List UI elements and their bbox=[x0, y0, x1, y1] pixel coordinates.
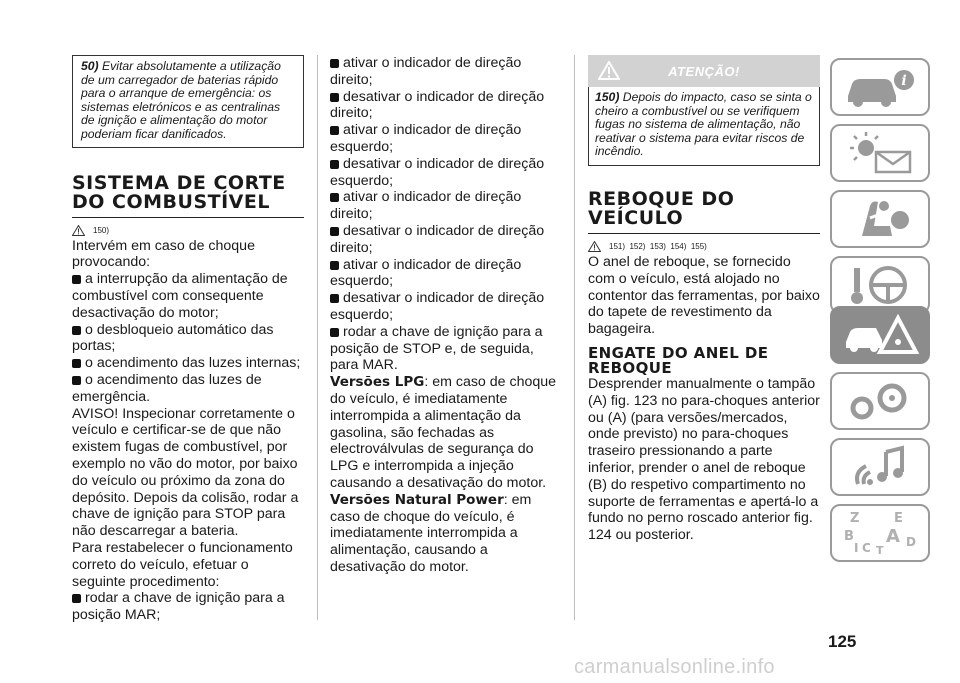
title-line-1: SISTEMA DE CORTE bbox=[72, 171, 286, 194]
multimedia-icon bbox=[840, 444, 920, 490]
warning-lights-icon bbox=[840, 130, 920, 176]
attention-title: ATENÇÃO! bbox=[668, 63, 740, 79]
page-number: 125 bbox=[828, 632, 857, 651]
watermark: carmanualsonline.info bbox=[574, 656, 775, 678]
intro-paragraph: Intervém em caso de choque provocando: bbox=[72, 237, 255, 271]
warning-refs bbox=[588, 241, 820, 252]
list-item: rodar a chave de ignição para a posição de STOP e, de seguida, para MAR. bbox=[330, 323, 543, 374]
attention-number: 150) bbox=[595, 90, 620, 104]
bullet-square-icon bbox=[330, 328, 339, 337]
list-item: a interrupção da alimentação de combustível com consequente desactivação do motor; bbox=[72, 271, 288, 321]
natural-power-paragraph: Versões Natural Power: em caso de choque do veículo, é imediatamente interrompida a alimentação, causando a desativação do motor. bbox=[330, 491, 532, 575]
tab-index[interactable] bbox=[830, 504, 930, 562]
bullet-square-icon bbox=[330, 261, 339, 270]
bullet-square-icon bbox=[72, 594, 81, 603]
note-number: 50) bbox=[81, 59, 99, 73]
attention-body bbox=[588, 87, 820, 166]
tab-car-info[interactable] bbox=[830, 58, 930, 116]
tab-warning-lights[interactable] bbox=[830, 124, 930, 182]
bullet-square-icon bbox=[72, 376, 81, 385]
index-letter: Z bbox=[850, 511, 860, 526]
list-item: rodar a chave de ignição para a posição MAR; bbox=[72, 590, 285, 624]
note-box-50 bbox=[72, 55, 304, 148]
ref-numbers: 150) bbox=[93, 225, 110, 235]
list-item: desativar o indicador de direção esquerdo; bbox=[330, 155, 545, 189]
attention-header bbox=[588, 55, 820, 87]
title-line-1: REBOQUE DO bbox=[588, 187, 735, 210]
list-item: o acendimento das luzes de emergência. bbox=[72, 371, 262, 405]
index-letter: T bbox=[876, 544, 884, 556]
list-item: o acendimento das luzes internas; bbox=[72, 355, 304, 372]
column-3 bbox=[588, 55, 820, 544]
bullet-square-icon bbox=[330, 93, 339, 102]
bullet-square-icon bbox=[330, 294, 339, 303]
breakdown-triangle-icon bbox=[840, 312, 920, 358]
index-letter: D bbox=[906, 535, 916, 549]
bullet-square-icon bbox=[72, 359, 81, 368]
index-letter: C bbox=[862, 541, 871, 555]
column-divider bbox=[317, 55, 318, 620]
warning-refs bbox=[72, 225, 304, 236]
restore-paragraph: Para restabelecer o funcionamento correto do veículo, efetuar o seguinte procedimento: bbox=[72, 539, 293, 590]
note-text: Evitar absolutamente a utilização de um carregador de baterias rápido para o arranque de emergência: os sistemas eletrónicos e as centralinas de ignição e alimentação do motor poderiam ficar danificados. bbox=[81, 59, 281, 141]
bullet-square-icon bbox=[330, 126, 339, 135]
svg-text:i: i bbox=[901, 73, 907, 89]
list-item: ativar o indicador de direção direito; bbox=[330, 189, 522, 223]
airbag-seat-icon bbox=[840, 196, 920, 242]
bullet-square-icon bbox=[330, 227, 339, 236]
list-item: o desbloqueio automático das portas; bbox=[72, 321, 274, 355]
aviso-paragraph: AVISO! Inspecionar corretamente o veículo e certificar-se de que não existem fugas de combustível, por exemplo no vão do motor, por baixo do veículo ou próximo da zona do depósito. Depois da colisão, rodar a chave de ignição para STOP para não descarregar a bateria. bbox=[72, 405, 299, 540]
list-item: desativar o indicador de direção esquerdo; bbox=[330, 290, 545, 323]
attention-triangle-icon bbox=[598, 61, 620, 80]
ref-numbers: 151) 152) 153) 154) 155) bbox=[609, 241, 707, 251]
index-letter: A bbox=[886, 526, 900, 547]
column-1 bbox=[72, 55, 304, 624]
title-line-2: VEÍCULO bbox=[588, 206, 684, 229]
key-steering-icon bbox=[840, 262, 920, 308]
subtitle-line-1: ENGATE DO ANEL DE bbox=[588, 343, 769, 362]
bullet-square-icon bbox=[72, 275, 81, 284]
column-divider bbox=[574, 55, 575, 620]
section-title-towing bbox=[588, 187, 820, 234]
list-item: desativar o indicador de direção direito; bbox=[330, 222, 545, 256]
list-item: ativar o indicador de direção esquerdo; bbox=[330, 256, 522, 290]
subsection-title-tow-ring bbox=[588, 343, 820, 377]
index-letter: B bbox=[844, 529, 854, 544]
tab-multimedia[interactable] bbox=[830, 438, 930, 496]
warning-triangle-icon bbox=[72, 225, 85, 236]
tab-emergency[interactable] bbox=[830, 306, 930, 364]
maintenance-tools-icon bbox=[840, 378, 920, 424]
list-item: ativar o indicador de direção esquerdo; bbox=[330, 122, 522, 155]
bullet-square-icon bbox=[330, 193, 339, 202]
title-line-2: DO COMBUSTÍVEL bbox=[72, 190, 270, 213]
car-info-icon bbox=[840, 64, 920, 110]
column-2 bbox=[330, 55, 562, 576]
natural-power-heading: Versões Natural Power bbox=[330, 491, 504, 508]
tab-maintenance[interactable] bbox=[830, 372, 930, 430]
attention-text: Depois do impacto, caso se sinta o cheiro a combustível ou se verifiquem fugas no sistema de alimentação, não reativar o sistema para evitar riscos de incêndio. bbox=[595, 90, 812, 159]
tow-ring-paragraph: Desprender manualmente o tampão (A) fig. 123 no para-choques anterior ou (A) (para versões/mercados, onde previsto) no para-choques traseiro pressionando a parte inferior, prender o anel de reboque (B) do respetivo compartimento no suporte de ferramentas e apertá-lo a fundo no perno roscado anterior fig. 124 ou posterior. bbox=[588, 375, 820, 544]
list-item: ativar o indicador de direção direito; bbox=[330, 55, 522, 88]
bullet-square-icon bbox=[330, 59, 339, 68]
tab-safety[interactable] bbox=[830, 190, 930, 248]
subtitle-line-2: REBOQUE bbox=[588, 358, 672, 377]
index-letter: I bbox=[854, 541, 859, 555]
towing-paragraph: O anel de reboque, se fornecido com o veículo, está alojado no contentor das ferramentas, por baixo do tapete de revestimento da bagageira. bbox=[588, 253, 820, 338]
bullet-square-icon bbox=[330, 160, 339, 169]
bullet-square-icon bbox=[72, 326, 81, 335]
alphabet-index-icon bbox=[840, 510, 920, 556]
list-item: desativar o indicador de direção direito; bbox=[330, 88, 545, 122]
lpg-paragraph: Versões LPG: em caso de choque do veículo, é imediatamente interrompida a alimentação da gasolina, são fechadas as electroválvulas de segurança do LPG e interrompida a injeção causando a desativação do motor. bbox=[330, 374, 557, 491]
lpg-heading: Versões LPG bbox=[330, 374, 425, 391]
index-letter: E bbox=[894, 511, 903, 526]
section-title-fuel-cutoff bbox=[72, 171, 304, 218]
warning-triangle-icon bbox=[588, 241, 601, 252]
